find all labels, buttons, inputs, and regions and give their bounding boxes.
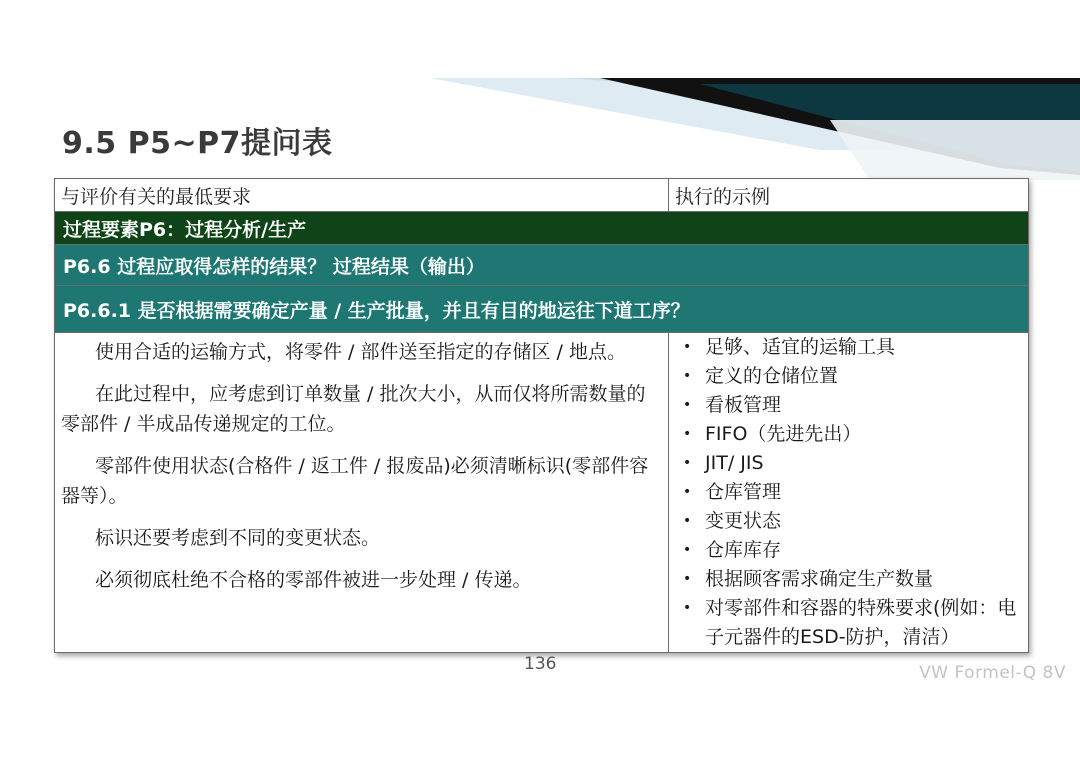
example-item — [679, 362, 1018, 391]
page-number: 136 — [524, 654, 557, 674]
bullet-icon: • — [683, 368, 692, 384]
example-item — [679, 478, 1018, 507]
example-text: 仓库库存 — [705, 539, 782, 561]
process-element-label: 过程要素P6：过程分析/生产 — [55, 212, 1029, 245]
requirement-paragraph: 必须彻底杜绝不合格的零部件被进一步处理 / 传递。 — [95, 569, 532, 591]
bullet-icon: • — [683, 484, 692, 500]
example-item — [679, 449, 1018, 478]
subquestion-label: P6.6.1 是否根据需要确定产量 / 生产批量，并且有目的地运往下道工序？ — [55, 286, 1029, 333]
example-item — [679, 594, 1018, 652]
requirement-paragraph: 标识还要考虑到不同的变更状态。 — [95, 527, 381, 549]
example-item — [679, 565, 1018, 594]
example-text: 仓库管理 — [705, 481, 782, 503]
example-text: FIFO（先进先出） — [705, 423, 862, 445]
example-text: 定义的仓储位置 — [705, 365, 839, 387]
content-row — [55, 333, 1029, 653]
bullet-icon: • — [683, 426, 692, 442]
example-item — [679, 536, 1018, 565]
bullet-icon: • — [683, 397, 692, 413]
bullet-icon: • — [683, 513, 692, 529]
example-text: 看板管理 — [705, 394, 782, 416]
question-row — [55, 245, 1029, 286]
page-title: 9.5 P5~P7提问表 — [62, 126, 333, 161]
process-element-row — [55, 212, 1029, 245]
example-item — [679, 391, 1018, 420]
bullet-icon: • — [683, 600, 692, 616]
example-text: 根据顾客需求确定生产数量 — [705, 568, 934, 590]
subquestion-row — [55, 286, 1029, 333]
examples-list — [679, 333, 1018, 652]
header-examples: 执行的示例 — [669, 179, 1029, 212]
requirement-paragraph: 零部件使用状态(合格件 / 返工件 / 报废品)必须清晰标识(零部件容器等）。 — [61, 455, 649, 507]
example-item — [679, 333, 1018, 362]
requirement-paragraph: 使用合适的运输方式，将零件 / 部件送至指定的存储区 / 地点。 — [95, 341, 626, 363]
example-text: JIT/ JIS — [705, 452, 764, 474]
example-item — [679, 420, 1018, 449]
example-text: 变更状态 — [705, 510, 782, 532]
example-item — [679, 507, 1018, 536]
bullet-icon: • — [683, 542, 692, 558]
requirement-paragraph: 在此过程中，应考虑到订单数量 / 批次大小，从而仅将所需数量的零部件 / 半成品传递规定的工位。 — [61, 383, 646, 435]
question-label: P6.6 过程应取得怎样的结果？ 过程结果（输出） — [55, 245, 1029, 286]
requirements-cell — [55, 333, 669, 653]
examples-cell — [669, 333, 1029, 653]
bullet-icon: • — [683, 455, 692, 471]
bullet-icon: • — [683, 571, 692, 587]
requirements-table — [54, 178, 1029, 653]
example-text: 对零部件和容器的特殊要求(例如：电子元器件的ESD-防护，清洁） — [705, 597, 1017, 648]
table-header-row — [55, 179, 1029, 212]
footer-brand: VW Formel-Q 8V — [919, 663, 1066, 683]
bullet-icon: • — [683, 339, 692, 355]
example-text: 足够、适宜的运输工具 — [705, 336, 896, 358]
header-min-requirements: 与评价有关的最低要求 — [55, 179, 669, 212]
